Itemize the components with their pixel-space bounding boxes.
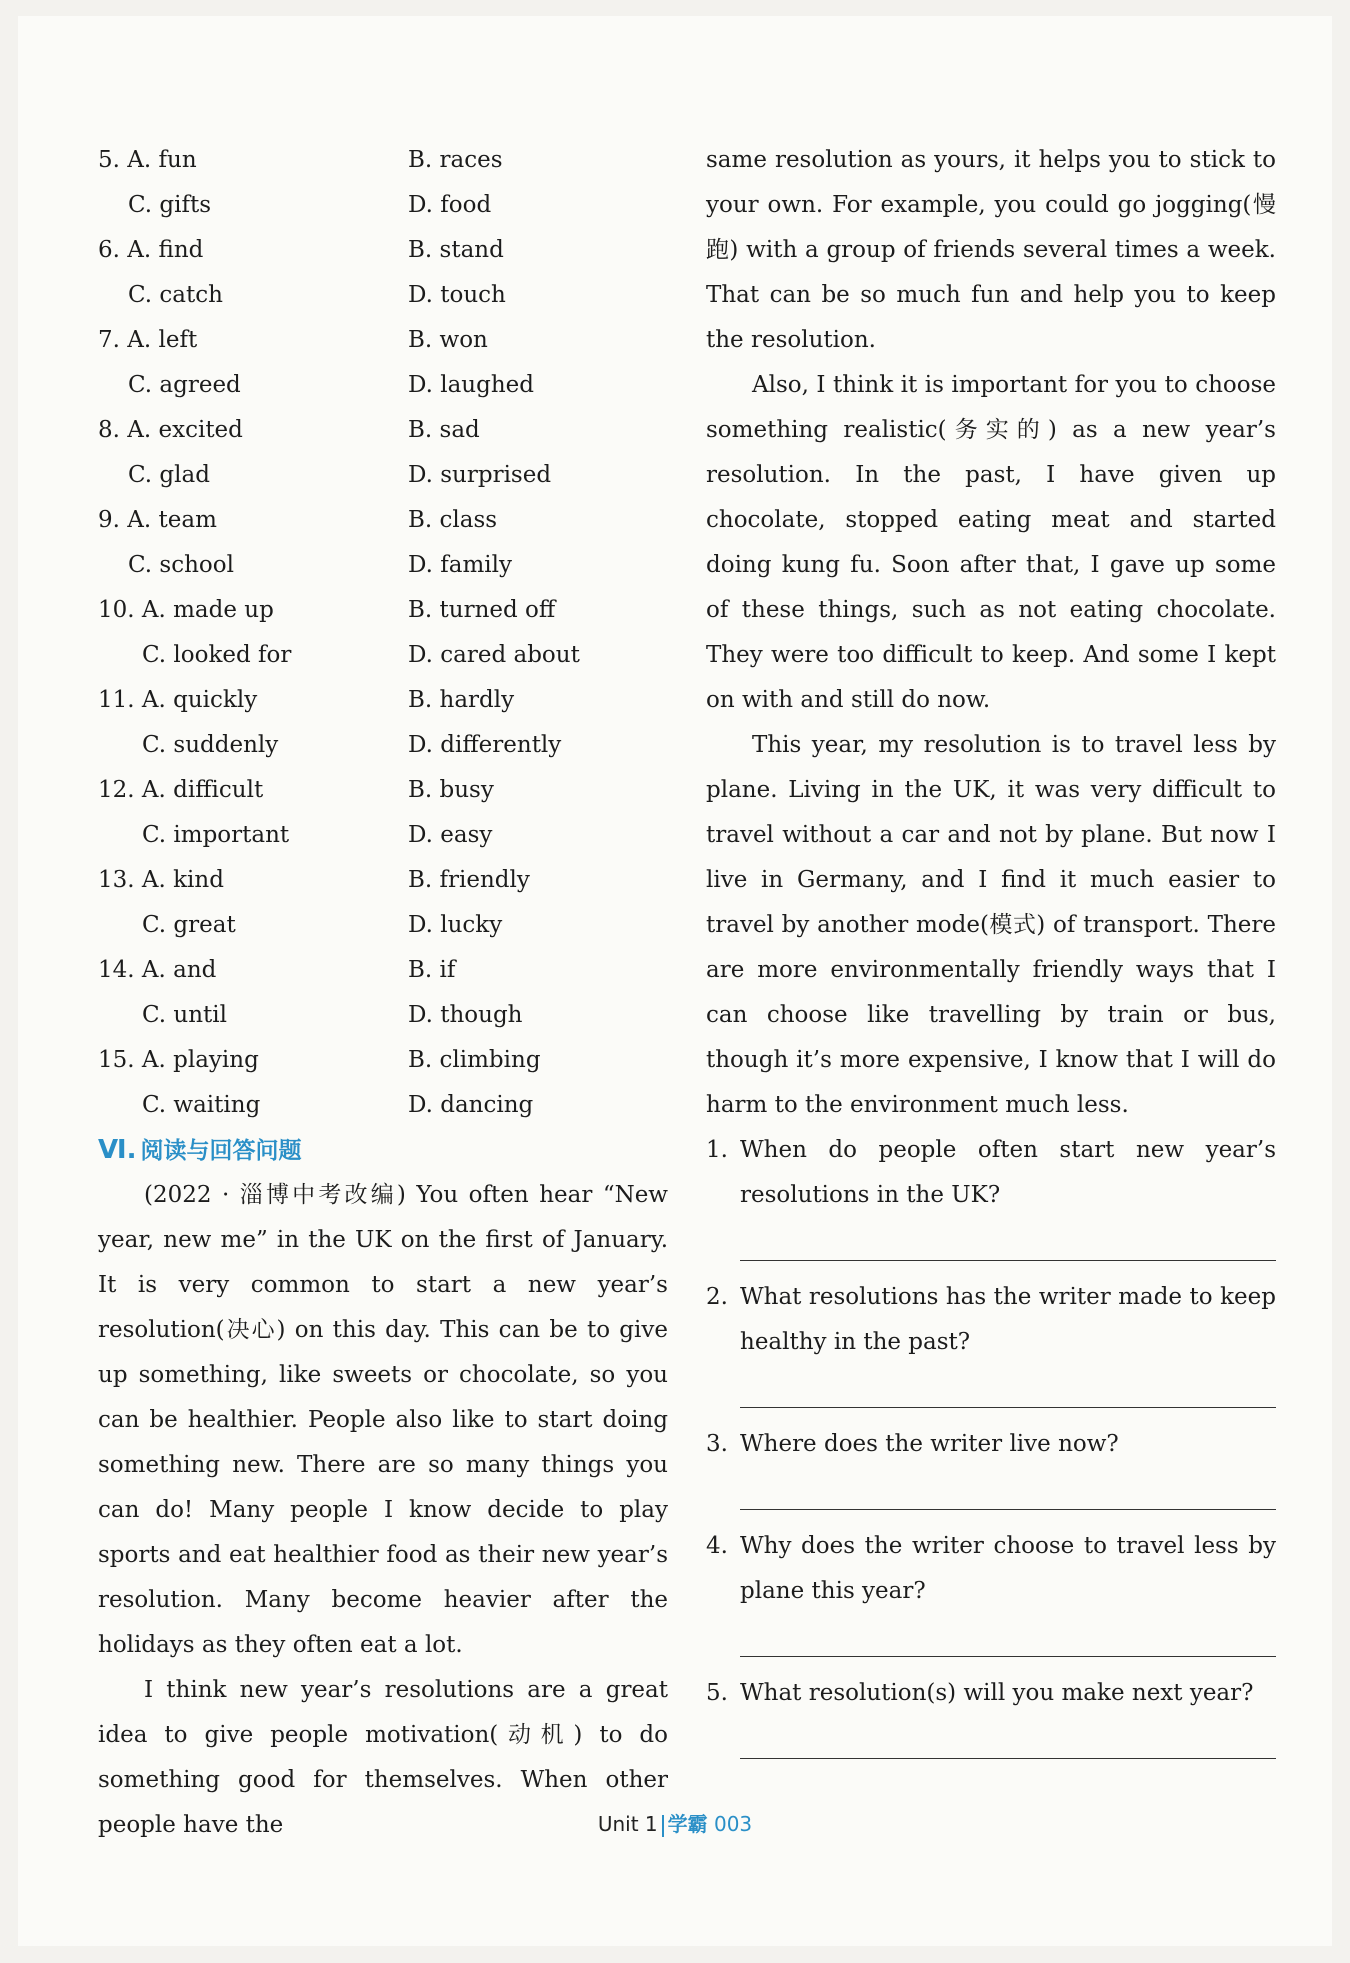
option-a-text: A. find: [127, 237, 204, 263]
passage-paragraph-1: (2022 · 淄博中考改编) You often hear “New year, new me” in the UK on the first of January. It is very common to start a new year’s resolution(决心) on this day. This can be to give up something, like sweets or chocolate, so you can be healthier. People also like to start doing something new. There are so many things you can do! Many people I know decide to play sports and eat healthier food as their new year’s resolution. Many become heavier after the holidays as they often eat a lot.: [98, 1182, 668, 1658]
answer-line[interactable]: [740, 1614, 1276, 1657]
option-a-text: A. left: [127, 327, 198, 353]
option-d: D. laughed: [408, 372, 534, 398]
question-text: Where does the writer live now?: [740, 1431, 1119, 1457]
option-row: [98, 948, 668, 993]
option-a: [98, 138, 197, 183]
option-a-text: A. difficult: [141, 777, 264, 803]
option-a: [98, 858, 224, 903]
footer-divider: [662, 1815, 664, 1837]
option-row: [98, 138, 668, 183]
question-number: 7.: [98, 327, 120, 353]
page: [18, 16, 1332, 1946]
option-c: C. great: [142, 912, 236, 938]
option-c: C. gifts: [128, 192, 212, 218]
option-a-text: A. quickly: [141, 687, 258, 713]
option-b: B. turned off: [408, 597, 556, 623]
option-row: [98, 318, 668, 363]
option-a: [98, 768, 263, 813]
option-c: C. agreed: [128, 372, 241, 398]
option-a-text: A. kind: [141, 867, 224, 893]
option-a: [98, 318, 197, 363]
option-d: D. differently: [408, 732, 562, 758]
options-list: [98, 138, 668, 1128]
question-text: Why does the writer choose to travel less by plane this year?: [740, 1533, 1276, 1604]
question-item: [706, 1128, 1276, 1218]
option-b: B. friendly: [408, 867, 530, 893]
question-number: 1.: [706, 1137, 728, 1163]
option-row: [98, 453, 668, 498]
option-a: [98, 498, 217, 543]
left-column: [98, 138, 668, 1848]
page-footer: [18, 1808, 1332, 1837]
question-number: 11.: [98, 687, 135, 713]
option-a-text: A. excited: [127, 417, 243, 443]
option-a: [98, 678, 257, 723]
option-row: [98, 498, 668, 543]
section-heading: [98, 1128, 668, 1173]
question-text: What resolutions has the writer made to keep healthy in the past?: [740, 1284, 1276, 1355]
question-number: 14.: [98, 957, 135, 983]
option-row: [98, 858, 668, 903]
option-b: B. class: [408, 507, 498, 533]
option-c: C. waiting: [142, 1092, 261, 1118]
question-item: [706, 1524, 1276, 1614]
option-a-text: A. team: [127, 507, 217, 533]
question-item: [706, 1275, 1276, 1365]
option-a: [98, 408, 243, 453]
question-number: 12.: [98, 777, 135, 803]
option-row: [98, 1038, 668, 1083]
option-b: B. stand: [408, 237, 504, 263]
question-number: 4.: [706, 1533, 728, 1559]
option-c: C. looked for: [142, 642, 292, 668]
option-d: D. though: [408, 1002, 523, 1028]
section-title: 阅读与回答问题: [140, 1138, 302, 1164]
option-c: C. glad: [128, 462, 210, 488]
question-number: 3.: [706, 1431, 728, 1457]
question-number: 2.: [706, 1284, 728, 1310]
option-b: B. if: [408, 957, 456, 983]
question-number: 5.: [706, 1680, 728, 1706]
option-d: D. dancing: [408, 1092, 534, 1118]
option-a-text: A. playing: [141, 1047, 259, 1073]
question-text: What resolution(s) will you make next year?: [740, 1680, 1254, 1706]
option-row: [98, 228, 668, 273]
question-text: When do people often start new year’s resolutions in the UK?: [740, 1137, 1276, 1208]
option-a-text: A. made up: [141, 597, 274, 623]
option-d: D. food: [408, 192, 492, 218]
footer-unit: Unit 1: [597, 1812, 658, 1836]
option-c: C. school: [128, 552, 234, 578]
option-a: [98, 588, 274, 633]
question-item: [706, 1422, 1276, 1467]
answer-line[interactable]: [740, 1716, 1276, 1759]
questions-list: [706, 1128, 1276, 1759]
passage-paragraph-4: This year, my resolution is to travel less by plane. Living in the UK, it was very difficult to travel without a car and not by plane. But now I live in Germany, and I find it much easier to travel by another mode(模式) of transport. There are more environmentally friendly ways that I can choose like travelling by train or bus, though it’s more expensive, I know that I will do harm to the environment much less.: [706, 732, 1276, 1118]
option-row: [98, 903, 668, 948]
option-row: [98, 633, 668, 678]
option-a: [98, 1038, 259, 1083]
option-b: B. climbing: [408, 1047, 541, 1073]
option-d: D. lucky: [408, 912, 503, 938]
option-c: C. catch: [128, 282, 223, 308]
option-a: [98, 228, 203, 273]
option-d: D. cared about: [408, 642, 580, 668]
question-item: [706, 1671, 1276, 1716]
question-number: 13.: [98, 867, 135, 893]
option-row: [98, 273, 668, 318]
option-d: D. easy: [408, 822, 493, 848]
passage-paragraph-3: Also, I think it is important for you to choose something realistic(务实的) as a new year’s resolution. In the past, I have given up chocolate, stopped eating meat and started doing kung fu. Soon after that, I gave up some of these things, such as not eating chocolate. They were too difficult to keep. And some I kept on with and still do now.: [706, 372, 1276, 713]
option-a-text: A. fun: [127, 147, 197, 173]
option-b: B. won: [408, 327, 488, 353]
answer-line[interactable]: [740, 1218, 1276, 1261]
answer-line[interactable]: [740, 1365, 1276, 1408]
option-row: [98, 1083, 668, 1128]
option-b: B. sad: [408, 417, 480, 443]
question-number: 6.: [98, 237, 120, 263]
option-d: D. family: [408, 552, 512, 578]
option-a-text: A. and: [141, 957, 217, 983]
answer-line[interactable]: [740, 1467, 1276, 1510]
option-row: [98, 723, 668, 768]
section-number: Ⅵ.: [98, 1135, 137, 1165]
option-row: [98, 678, 668, 723]
option-row: [98, 588, 668, 633]
option-b: B. races: [408, 147, 503, 173]
option-c: C. until: [142, 1002, 227, 1028]
option-row: [98, 543, 668, 588]
option-b: B. busy: [408, 777, 494, 803]
question-number: 10.: [98, 597, 135, 623]
option-row: [98, 183, 668, 228]
option-a: [98, 948, 216, 993]
question-number: 15.: [98, 1047, 135, 1073]
option-b: B. hardly: [408, 687, 515, 713]
question-number: 8.: [98, 417, 120, 443]
page-number: 003: [713, 1812, 753, 1836]
passage-paragraph-2-continued: same resolution as yours, it helps you to stick to your own. For example, you could go jogging(慢跑) with a group of friends several times a week. That can be so much fun and help you to keep the resolution.: [706, 147, 1276, 353]
question-number: 5.: [98, 147, 120, 173]
option-row: [98, 363, 668, 408]
passage-paragraph-2: I think new year’s resolutions are a great idea to give people motivation(动机) to do something good for themselves. When other people have the: [98, 1677, 668, 1838]
option-c: C. suddenly: [142, 732, 279, 758]
option-row: [98, 993, 668, 1038]
option-d: D. surprised: [408, 462, 552, 488]
footer-brand: 学霸: [667, 1812, 708, 1836]
option-row: [98, 408, 668, 453]
option-c: C. important: [142, 822, 290, 848]
right-column: [706, 138, 1276, 1773]
question-number: 9.: [98, 507, 120, 533]
option-row: [98, 813, 668, 858]
option-row: [98, 768, 668, 813]
option-d: D. touch: [408, 282, 506, 308]
